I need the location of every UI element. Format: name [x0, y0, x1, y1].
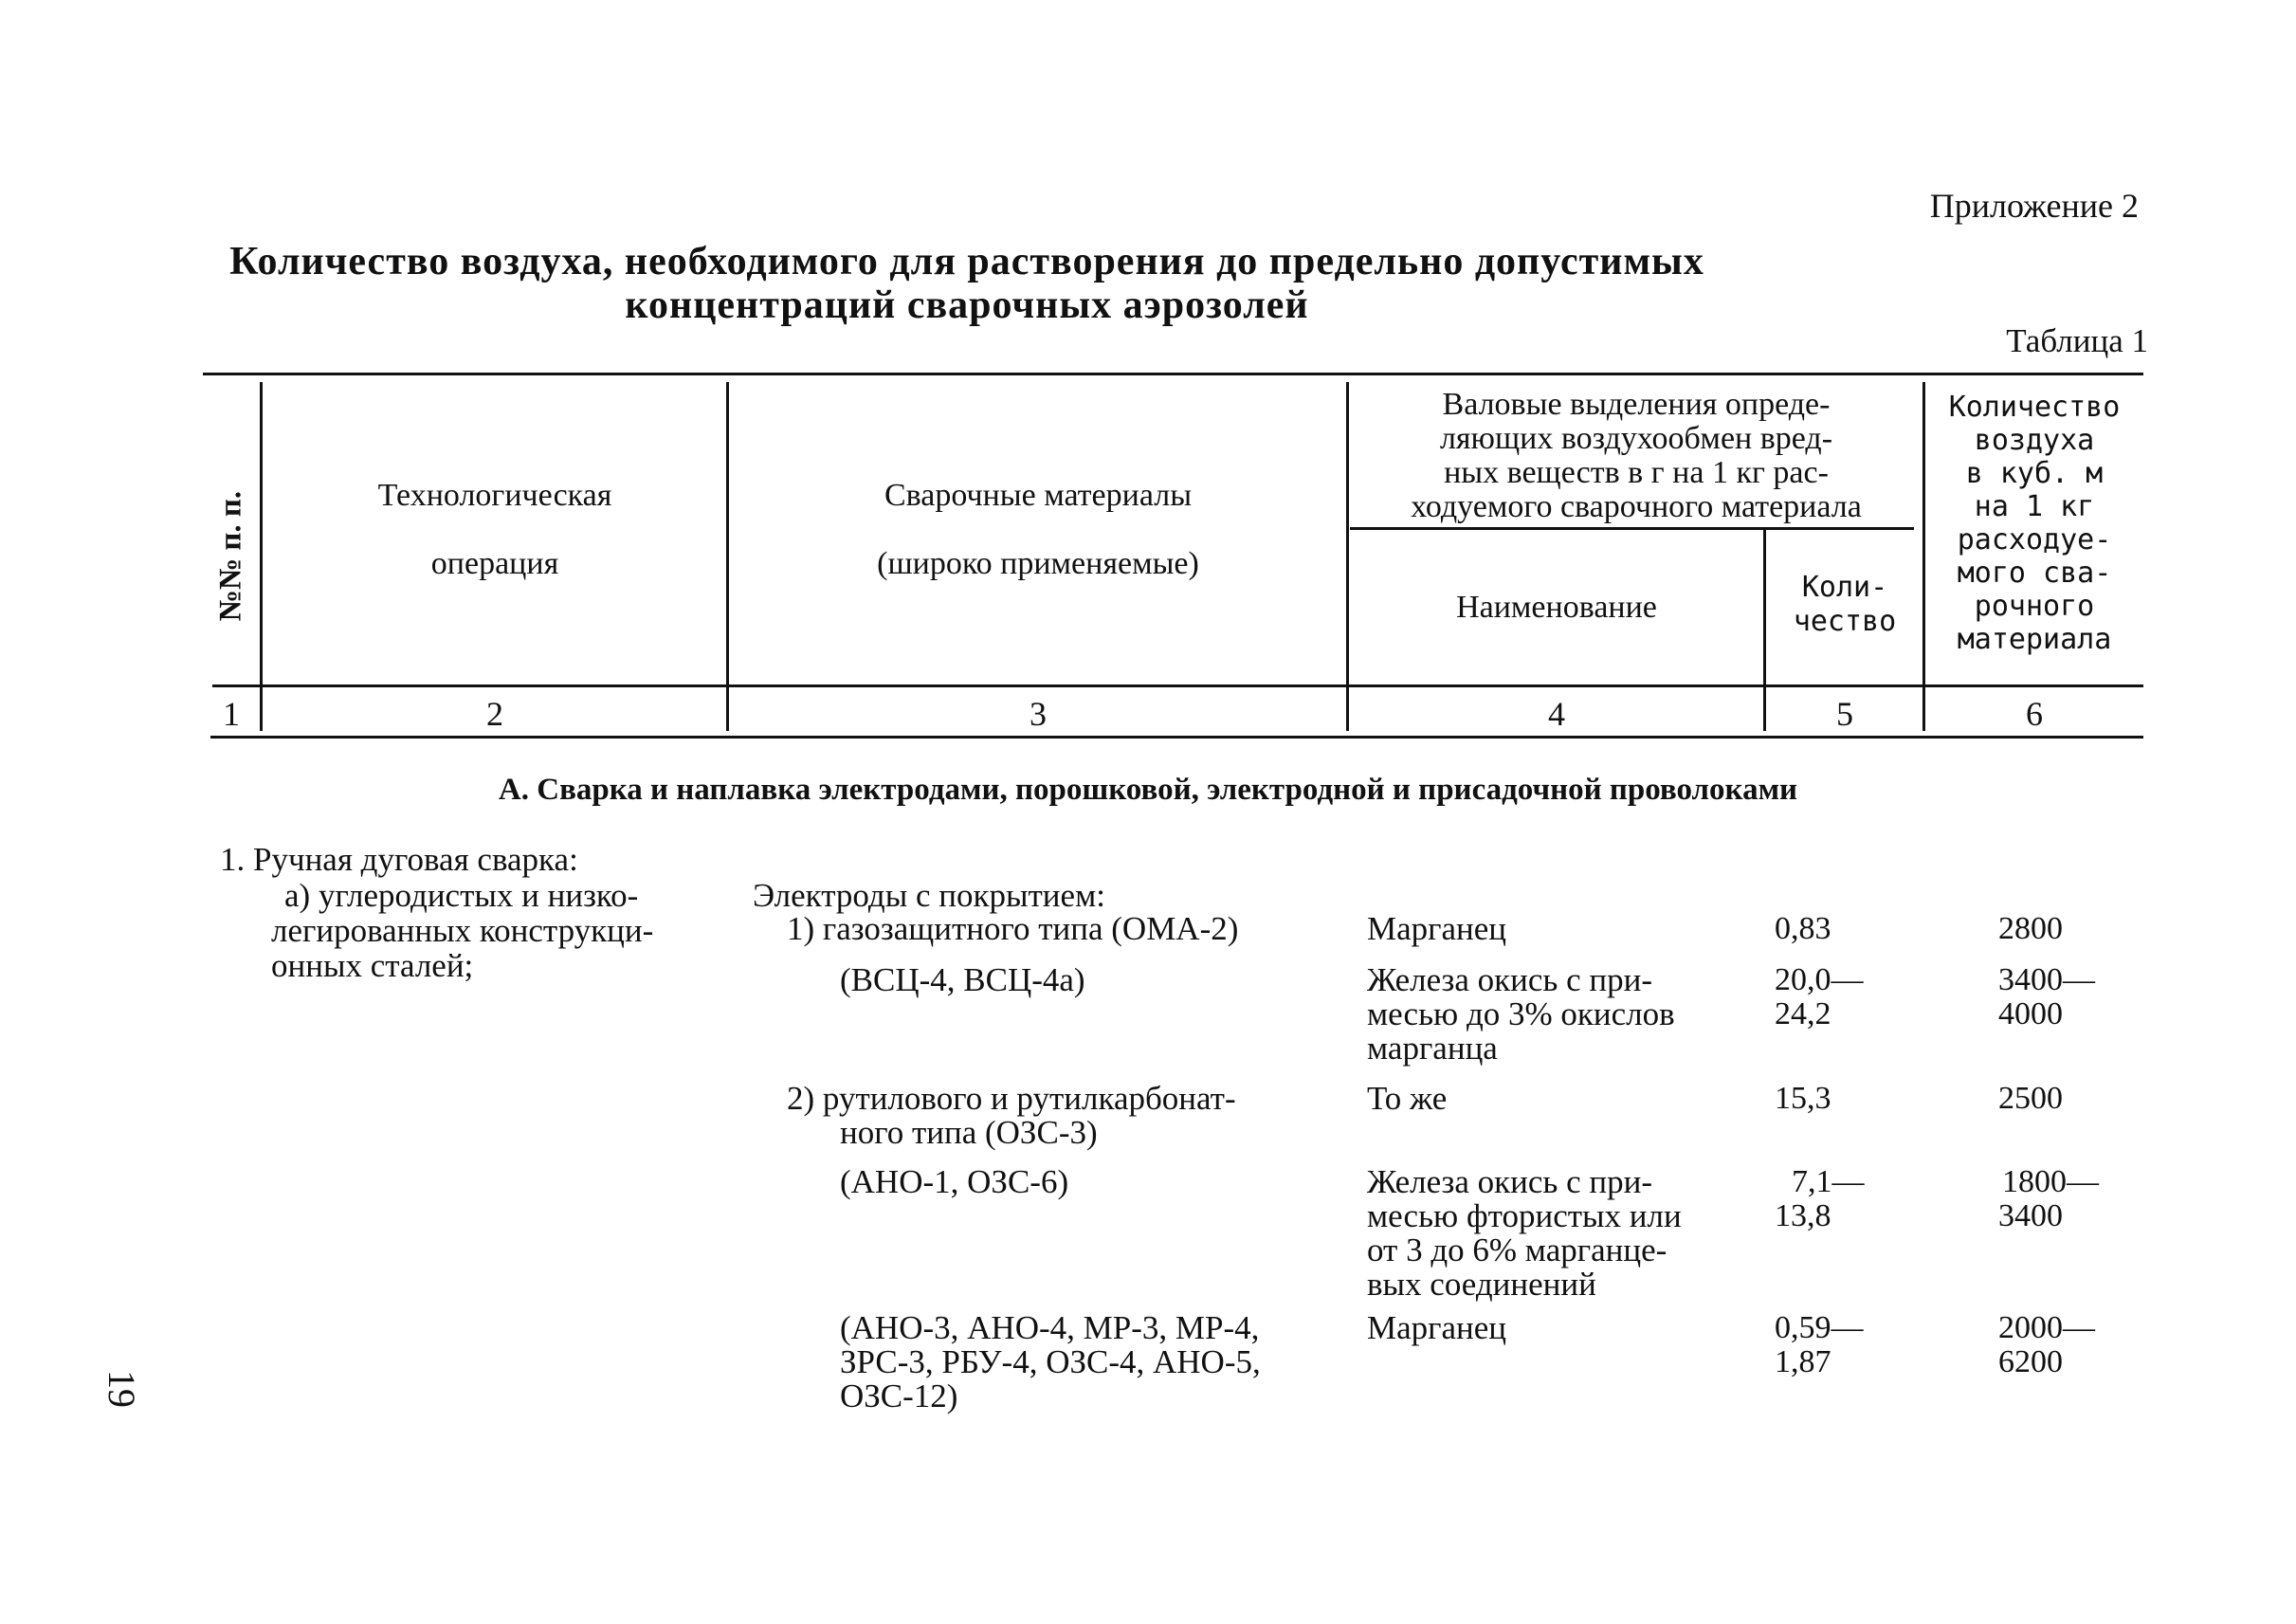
electrodes-label: Электроды с покрытием:: [753, 877, 1105, 914]
amount-value: 20,0—: [1775, 962, 1864, 997]
air-value: 4000: [1998, 996, 2063, 1031]
col-header-air-2: воздуха: [1974, 424, 2095, 457]
substance-line: марганца: [1367, 1030, 1498, 1067]
table-top-rule: [203, 373, 2143, 375]
group-header-line-1: Валовые выделения опреде-: [1442, 387, 1831, 422]
col-divider-3: [1346, 382, 1349, 731]
col-header-operation-1: Технологическая: [377, 478, 612, 513]
amount-value: 0,59—: [1775, 1310, 1864, 1345]
column-number: 2: [486, 695, 503, 733]
col-header-air-5: расходуе-: [1957, 523, 2112, 557]
column-number: 5: [1836, 695, 1853, 733]
material-line: (АНО-3, АНО-4, МР-3, МР-4,: [840, 1309, 1260, 1346]
col-header-air-3: в куб. м: [1965, 457, 2104, 490]
operation-title: 1. Ручная дуговая сварка:: [220, 841, 578, 878]
column-number: 6: [2026, 695, 2043, 733]
substance-line: вых соединений: [1367, 1266, 1596, 1303]
table-label: Таблица 1: [2006, 322, 2148, 359]
col-header-substance: Наименование: [1456, 590, 1657, 625]
amount-value: 1,87: [1775, 1344, 1831, 1379]
material-line: ЗРС-3, РБУ-4, ОЗС-4, АНО-5,: [840, 1343, 1261, 1380]
header-bottom-rule: [212, 684, 2143, 687]
operation-subtitle-line: легированных конструкци-: [271, 912, 654, 949]
col-header-materials-2: (широко применяемые): [877, 546, 1199, 581]
air-value: 6200: [1998, 1344, 2063, 1379]
col-header-amount-1: Коли-: [1801, 571, 1888, 604]
material-line: 1) газозащитного типа (ОМА-2): [787, 910, 1239, 947]
column-numbers-rule: [210, 736, 2143, 739]
col-divider-4: [1763, 529, 1766, 731]
substance-line: месью до 3% окислов: [1367, 995, 1675, 1032]
material-line: (ВСЦ-4, ВСЦ-4а): [840, 961, 1085, 998]
col-header-amount-2: чество: [1793, 605, 1897, 638]
col-header-air-6: мого сва-: [1957, 557, 2112, 590]
material-line: (АНО-1, ОЗС-6): [840, 1163, 1069, 1200]
amount-value: 24,2: [1775, 996, 1831, 1031]
section-heading: А. Сварка и наплавка электродами, порошковой, электродной и присадочной проволоками: [498, 773, 1798, 807]
group-header-line-2: ляющих воздухообмен вред-: [1439, 421, 1833, 456]
col-header-air-7: рочного: [1974, 590, 2095, 623]
column-number: 1: [223, 695, 240, 733]
operation-subtitle-line: а) углеродистых и низко-: [284, 877, 639, 914]
substance-line: месью фтористых или: [1367, 1197, 1682, 1234]
col-divider-1: [260, 382, 263, 731]
air-value: 2800: [1998, 911, 2063, 946]
col-header-number: №№ п. п.: [213, 490, 248, 622]
col-divider-2: [726, 382, 729, 731]
substance-line: Марганец: [1367, 910, 1507, 947]
air-value: 3400: [1998, 1198, 2063, 1233]
table-title-line-1: Количество воздуха, необходимого для растворения до предельно допустимых: [229, 240, 1704, 283]
col-header-materials-1: Сварочные материалы: [884, 478, 1193, 513]
air-value: 3400—: [1998, 962, 2095, 997]
operation-subtitle-line: онных сталей;: [271, 947, 474, 984]
air-value: 2000—: [1998, 1310, 2095, 1345]
amount-value: 15,3: [1775, 1081, 1831, 1116]
amount-value: 0,83: [1775, 911, 1831, 946]
col-divider-5: [1922, 382, 1925, 731]
appendix-label: Приложение 2: [1929, 187, 2139, 225]
material-line: 2) рутилового и рутилкарбонат-: [787, 1080, 1236, 1117]
substance-line: Марганец: [1367, 1309, 1507, 1346]
amount-value: 13,8: [1775, 1198, 1831, 1233]
air-value: 2500: [1998, 1081, 2063, 1116]
material-line: ного типа (ОЗС-3): [840, 1114, 1098, 1151]
page-number: 19: [100, 1370, 143, 1408]
substance-line: от 3 до 6% марганце-: [1367, 1232, 1667, 1268]
material-line: ОЗС-12): [840, 1378, 958, 1414]
table-title-line-2: концентраций сварочных аэрозолей: [625, 283, 1309, 327]
substance-line: Железа окись с при-: [1367, 961, 1653, 998]
col-header-air-4: на 1 кг: [1974, 490, 2095, 523]
column-number: 3: [1030, 695, 1047, 733]
group-header-line-3: ных веществ в г на 1 кг рас-: [1444, 455, 1829, 490]
substance-line: То же: [1367, 1080, 1448, 1117]
col-header-air-8: материала: [1957, 623, 2112, 656]
group-header-line-4: ходуемого сварочного материала: [1411, 489, 1862, 524]
col-header-air-1: Количество: [1948, 391, 2121, 424]
col-header-operation-2: операция: [430, 546, 559, 581]
amount-value: 7,1—: [1792, 1164, 1865, 1199]
group-header-rule: [1350, 527, 1914, 530]
air-value: 1800—: [2002, 1164, 2099, 1199]
column-number: 4: [1548, 695, 1565, 733]
substance-line: Железа окись с при-: [1367, 1163, 1653, 1200]
